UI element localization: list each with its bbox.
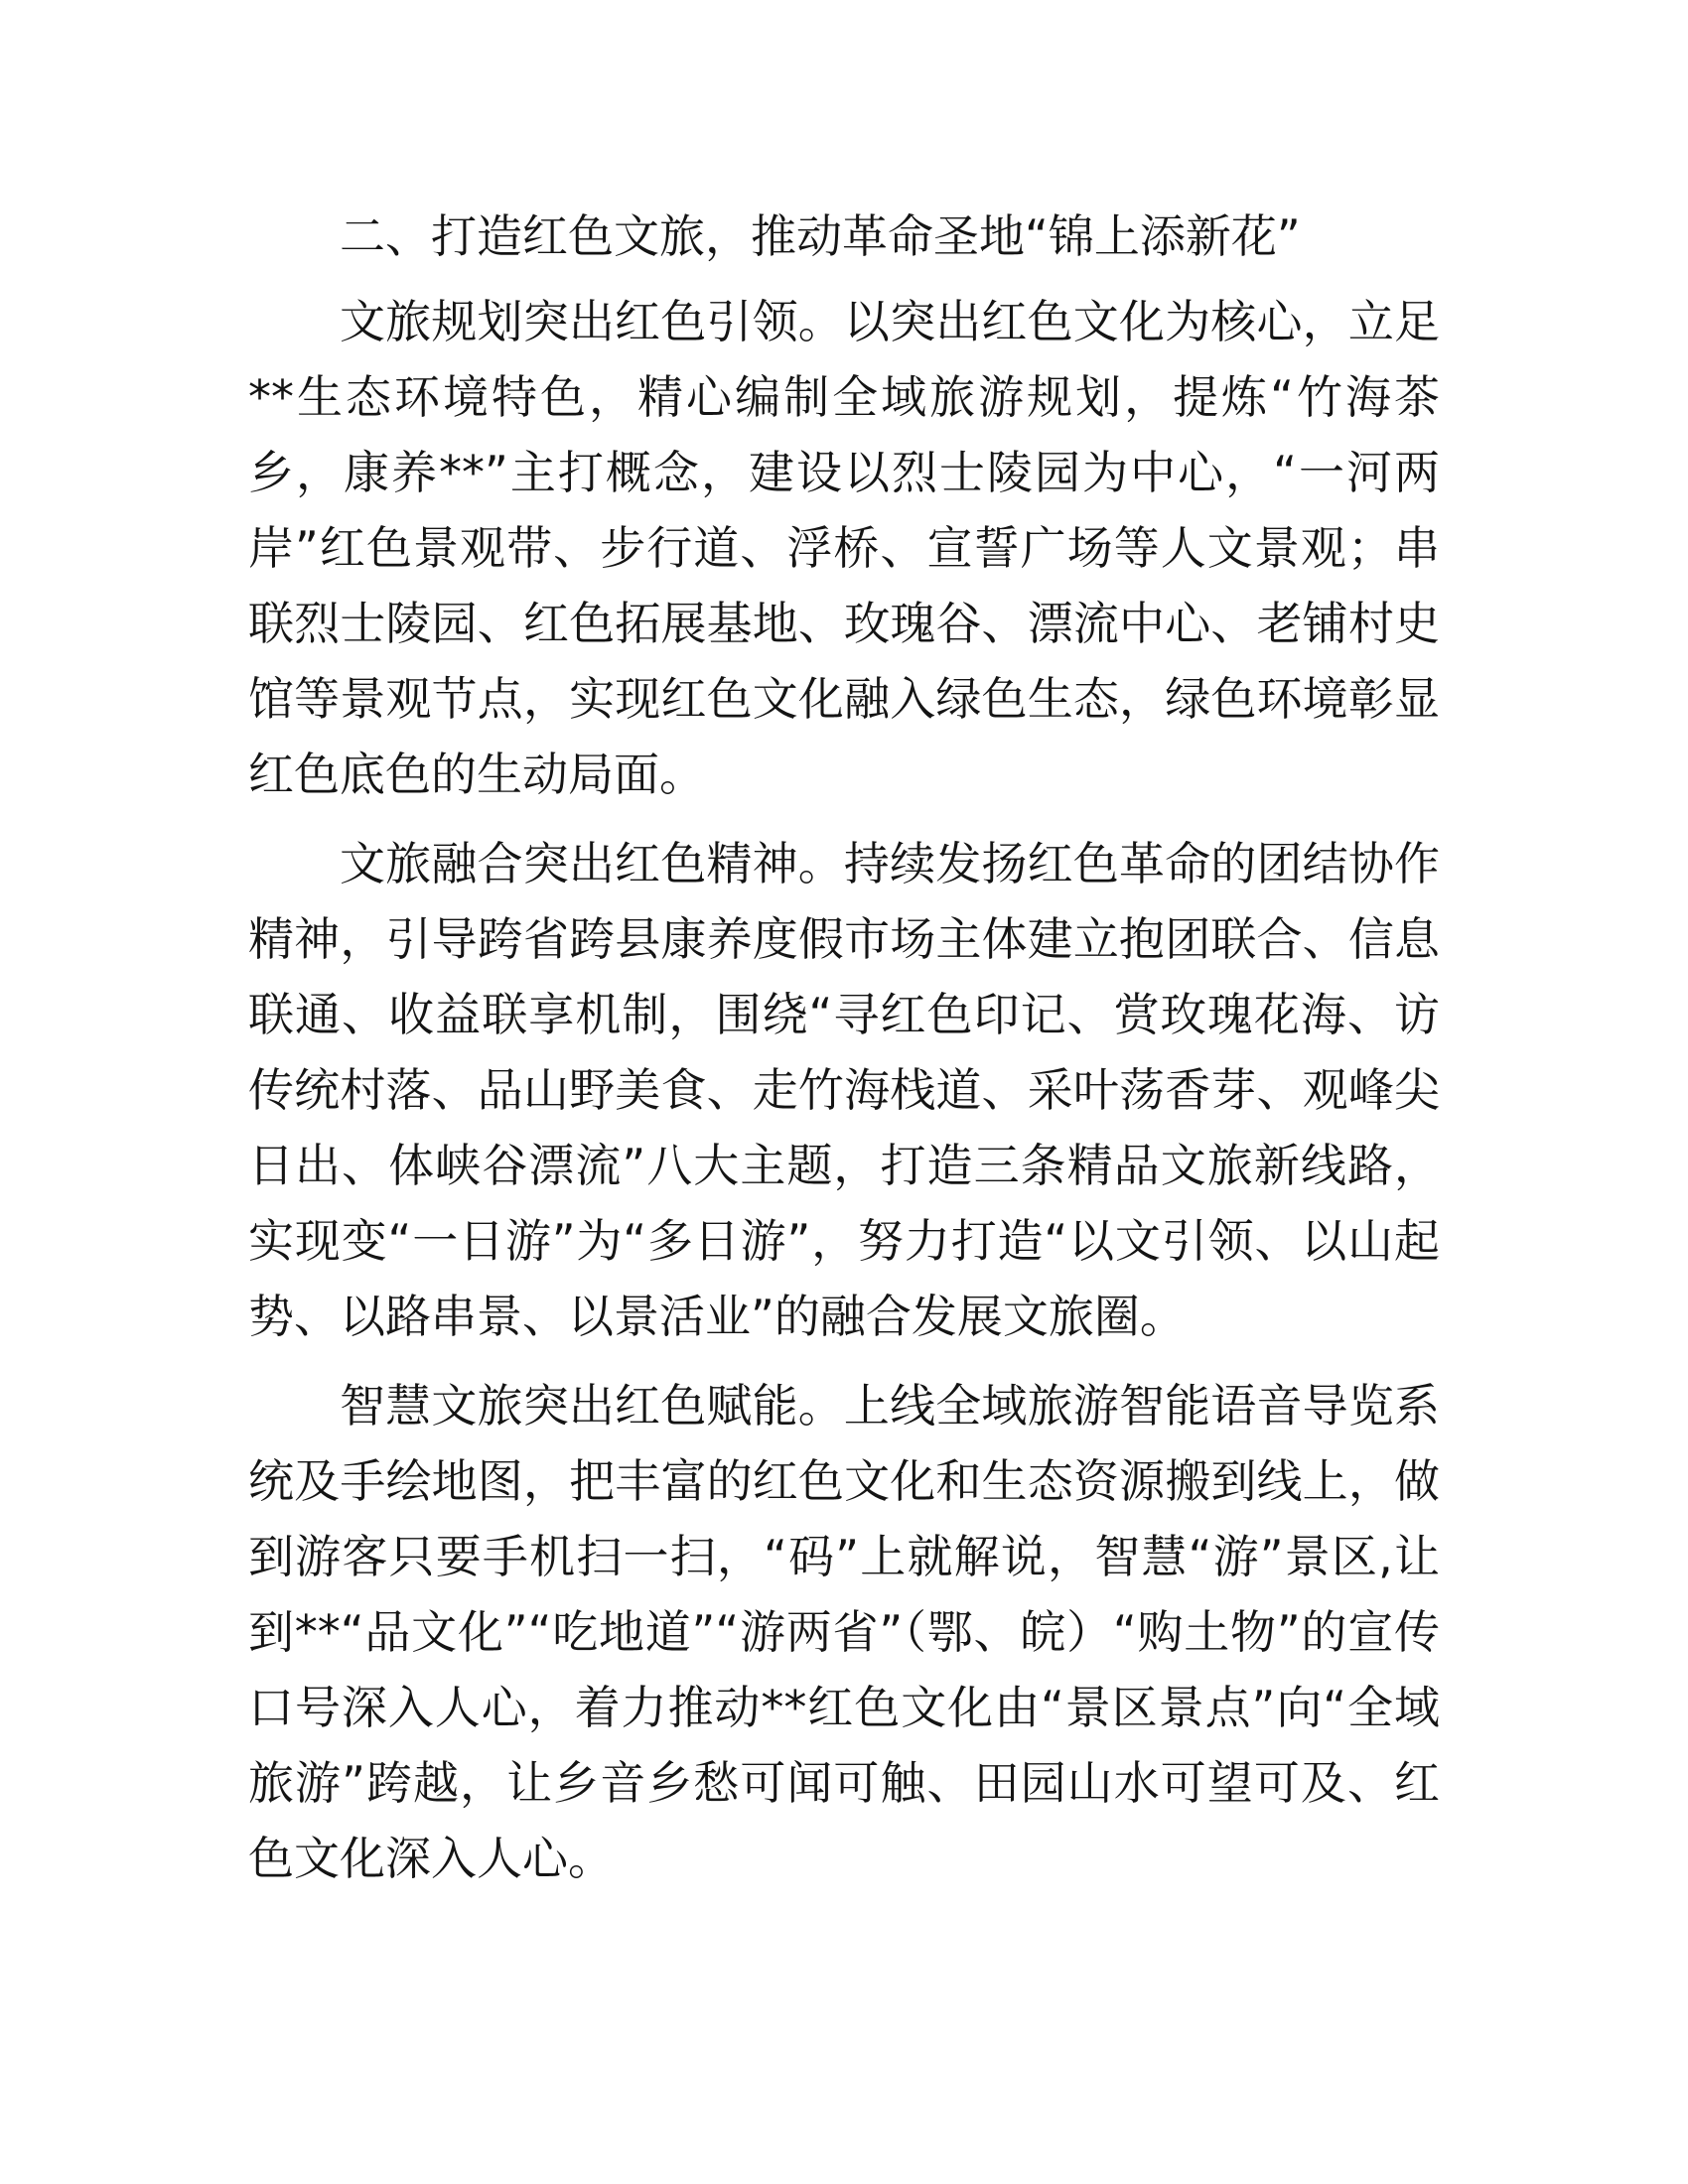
paragraph-red-spirit: 文旅融合突出红色精神。持续发扬红色革命的团结协作精神，引导跨省跨县康养度假市场主体建立抱团联合、信息联通、收益联享机制，围绕“寻红色印记、赏玫瑰花海、访传统村落、品山野美食、走竹海栈道、采叶荡香芽、观峰尖日出、体峡谷漂流”八大主题，打造三条精品文旅新线路，实现变“一日游”为“多日游”，努力打造“以文引领、以山起势、以路串景、以景活业”的融合发展文旅圈。 [248, 837, 1440, 1343]
section-heading: 二、打造红色文旅，推动革命圣地“锦上添新花” [340, 209, 1301, 263]
paragraph-smart-tourism: 智慧文旅突出红色赋能。上线全域旅游智能语音导览系统及手绘地图，把丰富的红色文化和生态资源搬到线上，做到游客只要手机扫一扫，“码”上就解说，智慧“游”景区,让到**“品文化”“吃地道”“游两省”（鄂、皖）“购土物”的宣传口号深入人心，着力推动**红色文化由“景区景点”向“全域旅游”跨越，让乡音乡愁可闻可触、田园山水可望可及、红色文化深入人心。 [248, 1379, 1440, 1885]
paragraph-red-planning: 文旅规划突出红色引领。以突出红色文化为核心，立足**生态环境特色，精心编制全域旅游规划，提炼“竹海茶乡，康养**”主打概念，建设以烈士陵园为中心，“一河两岸”红色景观带、步行道、浮桥、宣誓广场等人文景观；串联烈士陵园、红色拓展基地、玫瑰谷、漂流中心、老铺村史馆等景观节点，实现红色文化融入绿色生态，绿色环境彰显红色底色的生动局面。 [248, 295, 1440, 801]
document-page [248, 199, 1440, 1896]
